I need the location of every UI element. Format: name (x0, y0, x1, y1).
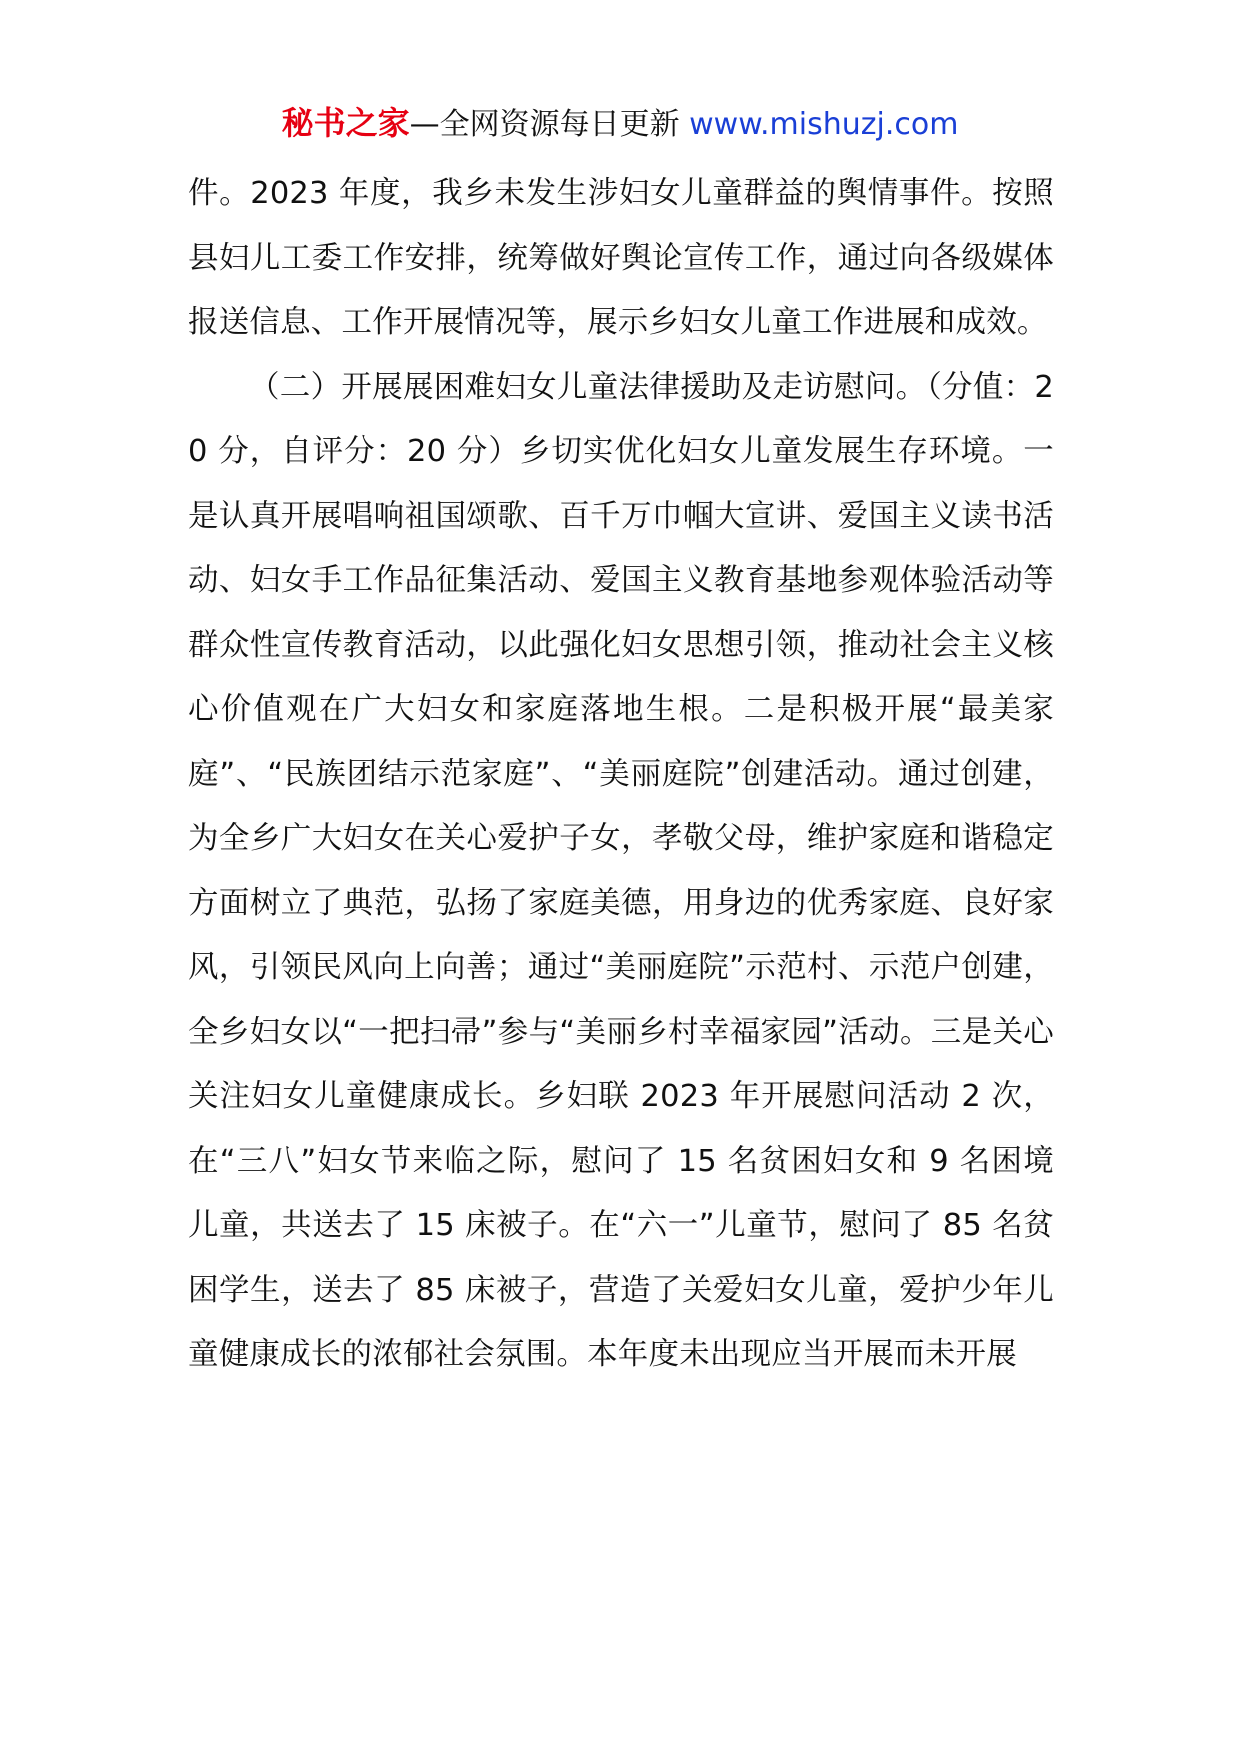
site-url-link[interactable]: www.mishuzj.com (689, 107, 959, 142)
paragraph-section-two: （二）开展展困难妇女儿童法律援助及走访慰问。（分值：20 分，自评分：20 分）乡切实优化妇女儿童发展生存环境。一是认真开展唱响祖国颂歌、百千万巾帼大宣讲、爱国主义读书活动、妇女手工作品征集活动、爱国主义教育基地参观体验活动等群众性宣传教育活动，以此强化妇女思想引领，推动社会主义核心价值观在广大妇女和家庭落地生根。二是积极开展“最美家庭”、“民族团结示范家庭”、“美丽庭院”创建活动。通过创建，为全乡广大妇女在关心爱护子女，孝敬父母，维护家庭和谐稳定方面树立了典范，弘扬了家庭美德，用身边的优秀家庭、良好家风，引领民风向上向善；通过“美丽庭院”示范村、示范户创建，全乡妇女以“一把扫帚”参与“美丽乡村幸福家园”活动。三是关心关注妇女儿童健康成长。乡妇联 2023 年开展慰问活动 2 次，在“三八”妇女节来临之际，慰问了 15 名贫困妇女和 9 名困境儿童，共送去了 15 床被子。在“六一”儿童节，慰问了 85 名贫困学生，送去了 85 床被子，营造了关爱妇女儿童，爱护少年儿童健康成长的浓郁社会氛围。本年度未出现应当开展而未开展 (188, 369, 1054, 1372)
brand-name: 秘书之家 (281, 104, 410, 142)
header-slogan: —全网资源每日更新 (409, 107, 690, 142)
paragraph-continuation: 件。2023 年度，我乡未发生涉妇女儿童群益的舆情事件。按照县妇儿工委工作安排，统筹做好舆论宣传工作，通过向各级媒体报送信息、工作开展情况等，展示乡妇女儿童工作进展和成效。 (188, 176, 1054, 340)
page-header (0, 98, 1240, 150)
document-body (188, 162, 1054, 1388)
